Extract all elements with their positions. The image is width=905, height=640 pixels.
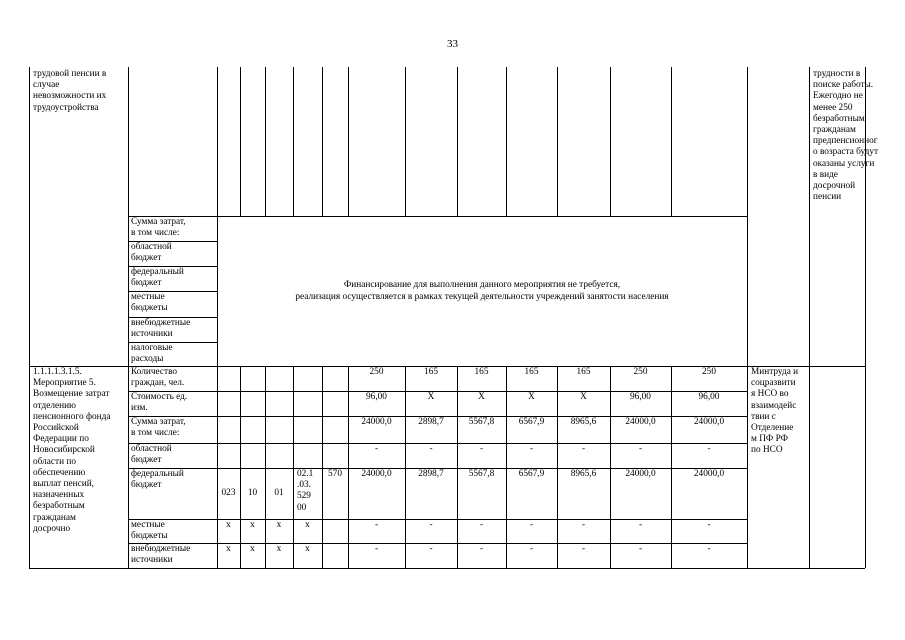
amount-cell: - <box>707 544 711 554</box>
measure-name-line: Мероприятие 5. <box>33 378 96 389</box>
column-line <box>265 366 266 568</box>
budget-code-cell: x <box>305 520 310 530</box>
measure-name-line: пенсионного фонда <box>33 411 111 422</box>
budget-code-cell: x <box>305 544 310 554</box>
left-description-line: трудовой пенсии в <box>33 69 107 79</box>
column-line <box>405 67 406 216</box>
column-line <box>217 366 218 568</box>
amount-cell: - <box>581 444 586 454</box>
amount-cell: 2898,7 <box>418 469 444 479</box>
row-label: бюджет <box>131 455 162 466</box>
row-label: местные <box>131 520 165 530</box>
column-line <box>457 67 458 216</box>
amount-cell: - <box>374 444 379 454</box>
table-border-left <box>29 366 30 568</box>
amount-cell: - <box>529 544 534 554</box>
result-description-line: оказаны услуги <box>813 158 875 169</box>
result-description-line: трудности в <box>813 69 861 79</box>
financing-note: Финансирование для выполнения данного мероприятия не требуется, <box>343 280 621 290</box>
executor-line: по НСО <box>751 445 783 456</box>
result-description-line: досрочной <box>813 181 856 191</box>
column-line <box>610 67 611 216</box>
measure-name-line: выплат пенсий, <box>33 479 95 489</box>
amount-cell: 24000,0 <box>361 417 392 427</box>
row-label: граждан, чел. <box>131 378 185 389</box>
row-label: в том числе: <box>131 428 180 439</box>
financing-source-label: бюджеты <box>131 303 168 314</box>
column-line <box>747 67 748 216</box>
financing-source-label: областной <box>131 242 172 252</box>
amount-cell: - <box>707 520 711 530</box>
column-line <box>506 67 507 216</box>
column-line <box>747 366 748 568</box>
measure-name-line: назначенных <box>33 490 85 501</box>
budget-code-cell: 10 <box>247 488 258 498</box>
amount-cell: - <box>429 520 433 530</box>
result-description-line: пенсии <box>813 192 842 203</box>
measure-name-line: области по <box>33 456 77 467</box>
financing-note: реализация осуществляется в рамках текущей деятельности учреждений занятости населения <box>295 292 669 302</box>
result-description-line: безработным <box>813 113 865 124</box>
amount-cell: - <box>529 520 534 530</box>
row-label: областной <box>131 444 172 454</box>
column-line <box>293 366 294 568</box>
amount-cell: 24000,0 <box>625 469 656 479</box>
amount-cell: X <box>427 392 435 402</box>
financing-source-label: Сумма затрат, <box>131 217 186 227</box>
measure-name-line: обеспечению <box>33 467 86 478</box>
amount-cell: 24000,0 <box>693 417 725 427</box>
page-number: 33 <box>447 38 458 50</box>
result-description-line: в виде <box>813 169 838 180</box>
amount-cell: 165 <box>524 367 539 377</box>
executor-line: соцразвити <box>751 378 796 389</box>
measure-name-line: 1.1.1.1.3.1.5. <box>33 367 82 377</box>
amount-cell: 96,00 <box>698 392 720 402</box>
amount-cell: X <box>580 392 587 402</box>
table-border-left <box>29 67 30 366</box>
row-label: бюджеты <box>131 531 168 542</box>
measure-name-line: Федерации по <box>33 434 89 445</box>
amount-cell: - <box>479 520 484 530</box>
left-description-line: невозможности их <box>33 91 107 102</box>
table-border-right <box>865 67 866 366</box>
row-label: Количество <box>131 367 178 377</box>
column-line <box>265 67 266 216</box>
row-label: внебюджетные <box>131 544 191 554</box>
financing-source-label: внебюджетные <box>131 318 191 328</box>
amount-cell: 96,00 <box>630 392 651 402</box>
column-line <box>747 216 748 366</box>
left-description-line: случае <box>33 80 60 91</box>
amount-cell: 5567,8 <box>468 469 495 479</box>
amount-cell: 6567,9 <box>518 469 545 479</box>
measure-name-line: Новосибирской <box>33 445 95 456</box>
amount-cell: - <box>374 544 379 554</box>
amount-cell: - <box>374 520 379 530</box>
amount-cell: 250 <box>702 367 716 377</box>
amount-cell: X <box>478 392 485 402</box>
executor-line: м ПФ РФ <box>751 434 788 445</box>
column-line <box>322 366 323 568</box>
financing-source-label: бюджет <box>131 253 162 264</box>
column-line <box>240 366 241 568</box>
amount-cell: - <box>479 544 484 554</box>
result-description-line: поиске работы. <box>813 80 874 91</box>
budget-code-cell: x <box>276 520 282 530</box>
column-line <box>557 67 558 216</box>
amount-cell: - <box>638 544 643 554</box>
table-border-bottom <box>29 568 865 569</box>
amount-cell: - <box>707 444 711 454</box>
result-description-line: предпенсионног <box>813 136 878 147</box>
left-description-line: трудоустройства <box>33 102 99 113</box>
row-line <box>128 216 747 217</box>
result-description-line: менее 250 <box>813 102 853 113</box>
executor-line: Отделение <box>751 423 794 433</box>
financing-source-label: налоговые <box>131 343 173 353</box>
amount-cell: 8965,6 <box>570 417 597 427</box>
amount-cell: 96,00 <box>366 392 387 402</box>
column-line <box>128 67 129 216</box>
row-label: Сумма затрат, <box>131 417 186 427</box>
measure-name-line: безработным <box>33 501 85 512</box>
result-description-line: о возраста будут <box>813 147 879 158</box>
result-description-line: Ежегодно не <box>813 91 863 102</box>
column-line <box>809 366 810 568</box>
executor-line: твии с <box>751 411 776 422</box>
measure-name-line: Российской <box>33 423 79 433</box>
amount-cell: 24000,0 <box>361 469 392 479</box>
budget-code-cell: x <box>250 520 255 530</box>
budget-code-cell: 01 <box>274 488 284 498</box>
column-line <box>128 366 129 568</box>
column-line <box>809 67 810 366</box>
financing-source-label: федеральный <box>131 267 184 277</box>
amount-cell: - <box>429 544 433 554</box>
measure-name-line: отделению <box>33 400 76 411</box>
amount-cell: - <box>638 444 643 454</box>
column-line <box>217 67 218 216</box>
measure-name-line: гражданам <box>33 512 76 523</box>
financing-source-label: в том числе: <box>131 228 180 239</box>
row-label: федеральный <box>131 469 184 479</box>
budget-code-cell: x <box>226 544 231 554</box>
amount-cell: - <box>429 444 433 454</box>
amount-cell: 250 <box>633 367 648 377</box>
column-line <box>240 67 241 216</box>
row-label: источники <box>131 555 173 566</box>
amount-cell: 165 <box>576 367 591 377</box>
amount-cell: 8965,6 <box>570 469 597 479</box>
executor-line: Минтруда и <box>751 367 799 377</box>
amount-cell: 24000,0 <box>693 469 725 479</box>
column-line <box>322 67 323 216</box>
budget-code-cell: x <box>276 544 282 554</box>
column-line <box>348 67 349 216</box>
amount-cell: 165 <box>474 367 489 377</box>
amount-cell: 24000,0 <box>625 417 656 427</box>
amount-cell: 2898,7 <box>418 417 444 427</box>
measure-name-line: Возмещение затрат <box>33 389 110 400</box>
executor-line: я НСО во <box>751 389 789 400</box>
financing-source-label: бюджет <box>131 278 162 289</box>
measure-name-line: досрочно <box>33 523 71 534</box>
result-description-line: гражданам <box>813 125 856 135</box>
table-border-right <box>865 366 866 568</box>
row-label: изм. <box>131 403 148 414</box>
amount-cell: - <box>479 444 484 454</box>
column-line <box>671 67 672 216</box>
amount-cell: 5567,8 <box>468 417 495 427</box>
budget-code-cell: 570 <box>328 469 342 479</box>
amount-cell: - <box>581 520 586 530</box>
column-line <box>293 67 294 216</box>
amount-cell: - <box>581 544 586 554</box>
budget-code-cell: x <box>250 544 255 554</box>
executor-line: взаимодейс <box>751 400 797 411</box>
budget-code-cell: 02.1 .03. 529 00 <box>297 469 314 513</box>
row-label: бюджет <box>131 480 162 491</box>
amount-cell: X <box>528 392 535 402</box>
amount-cell: - <box>638 520 643 530</box>
amount-cell: 6567,9 <box>518 417 545 427</box>
amount-cell: - <box>529 444 534 454</box>
amount-cell: 165 <box>424 367 438 377</box>
budget-code-cell: x <box>226 520 231 530</box>
amount-cell: 250 <box>369 367 384 377</box>
budget-code-cell: 023 <box>221 488 236 498</box>
financing-source-label: местные <box>131 292 165 302</box>
row-label: Стоимость ед. <box>131 392 188 402</box>
financing-source-label: источники <box>131 329 173 340</box>
financing-source-label: расходы <box>131 354 164 365</box>
